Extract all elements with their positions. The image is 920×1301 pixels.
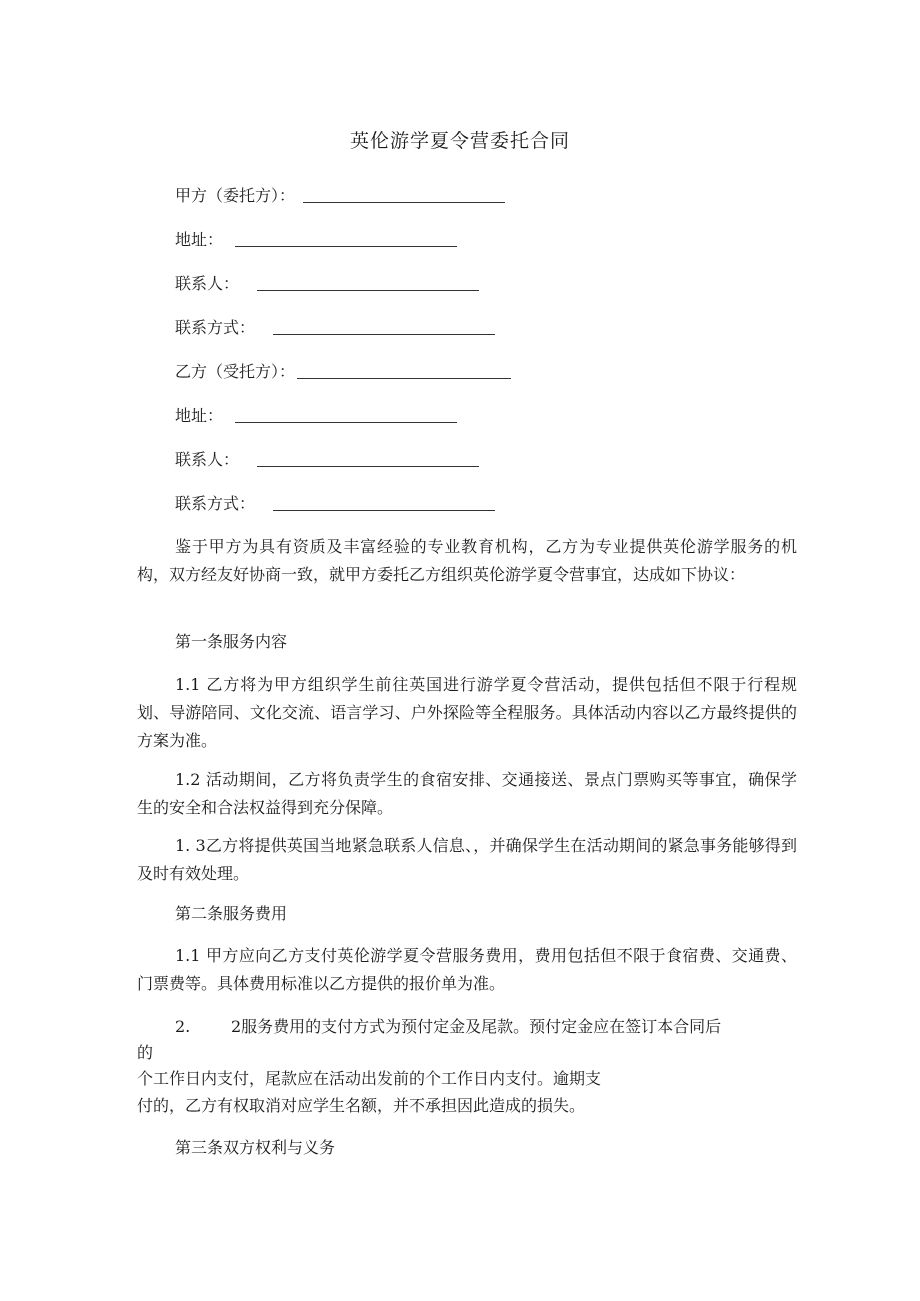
- party-b-name-field: [175, 361, 511, 383]
- party-b-phone-label: 联系方式：: [175, 494, 256, 513]
- article-2-heading: 第二条服务费用: [175, 904, 288, 923]
- article-1-heading: 第一条服务内容: [175, 632, 288, 651]
- article-3-heading: 第三条双方权利与义务: [175, 1138, 336, 1157]
- party-a-contact-field: [175, 273, 479, 295]
- party-a-contact-label: 联系人：: [175, 274, 240, 293]
- article-1-clause-2: 1.2 活动期间，乙方将负责学生的食宿安排、交通接送、景点门票购买等事宜，确保学生的安全和合法权益得到充分保障。: [137, 770, 797, 817]
- party-b-phone-field: [175, 493, 495, 515]
- article-2-clause-1: 1.1 甲方应向乙方支付英伦游学夏令营服务费用，费用包括但不限于食宿费、交通费、门票费等。具体费用标准以乙方提供的报价单为准。: [137, 946, 797, 993]
- article-2-clause-2-line-2: 的: [137, 1043, 154, 1062]
- party-b-phone-blank[interactable]: [273, 509, 495, 511]
- party-a-address-label: 地址：: [175, 230, 224, 249]
- party-a-phone-blank[interactable]: [273, 333, 495, 335]
- article-2-clause-2-line-3: 个工作日内支付，尾款应在活动出发前的个工作日内支付。逾期支: [137, 1069, 602, 1088]
- document-title: 英伦游学夏令营委托合同: [349, 130, 570, 152]
- party-a-phone-label: 联系方式：: [175, 318, 256, 337]
- preamble-paragraph: 鉴于甲方为具有资质及丰富经验的专业教育机构，乙方为专业提供英伦游学服务的机构，双方经友好协商一致，就甲方委托乙方组织英伦游学夏令营事宜，达成如下协议：: [137, 537, 797, 584]
- party-b-address-label: 地址：: [175, 406, 224, 425]
- article-1-clause-1: 1.1 乙方将为甲方组织学生前往英国进行游学夏令营活动，提供包括但不限于行程规划、导游陪同、文化交流、语言学习、户外探险等全程服务。具体活动内容以乙方最终提供的方案为准。: [137, 675, 797, 750]
- party-b-name-blank[interactable]: [297, 377, 511, 379]
- party-b-contact-label: 联系人：: [175, 450, 240, 469]
- party-b-address-blank[interactable]: [235, 421, 457, 423]
- article-2-clause-2-line-1: 2. 2服务费用的支付方式为预付定金及尾款。预付定金应在签订本合同后: [175, 1017, 722, 1036]
- party-a-address-field: [175, 229, 457, 251]
- party-a-name-blank[interactable]: [303, 201, 505, 203]
- article-2-clause-2-line-4: 付的，乙方有权取消对应学生名额，并不承担因此造成的损失。: [137, 1096, 586, 1115]
- article-1-clause-3: 1. 3乙方将提供英国当地紧急联系人信息、，并确保学生在活动期间的紧急事务能够得到及时有效处理。: [137, 836, 797, 883]
- party-b-contact-blank[interactable]: [257, 465, 479, 467]
- party-b-contact-field: [175, 449, 479, 471]
- party-a-address-blank[interactable]: [235, 245, 457, 247]
- party-b-address-field: [175, 405, 457, 427]
- party-a-phone-field: [175, 317, 495, 339]
- party-a-name-field: [175, 185, 505, 207]
- party-a-name-label: 甲方（委托方）：: [175, 186, 296, 205]
- party-b-name-label: 乙方（受托方）：: [175, 362, 296, 381]
- party-a-contact-blank[interactable]: [257, 289, 479, 291]
